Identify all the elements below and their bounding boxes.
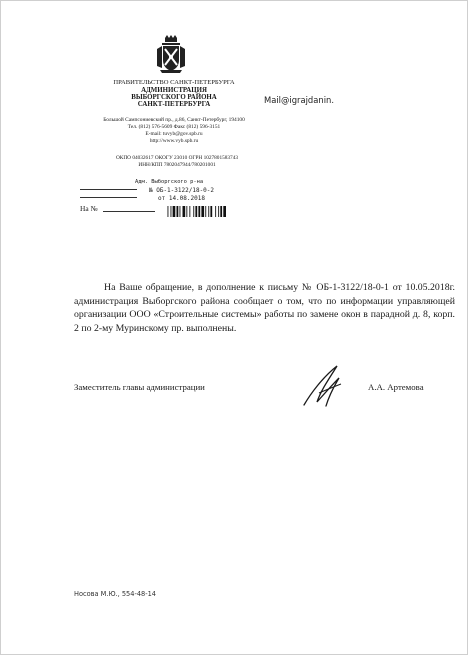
- barcode: [167, 206, 246, 217]
- tax-codes: ИНН/КПП 7802047944/780201001: [138, 162, 216, 168]
- website-line: http://www.vyb.spb.ru: [149, 138, 199, 144]
- administration-title: АДМИНИСТРАЦИЯ: [141, 87, 207, 94]
- email-line: E-mail: tuvyb@gov.spb.ru: [145, 131, 203, 137]
- address-line: Большой Сампсониевский пр., д.86, Санкт-Петербург, 194100: [103, 117, 245, 123]
- registry-codes: ОКПО 04032617 ОКОГУ 23010 ОГРН 1027801583743: [115, 155, 238, 161]
- district-title: ВЫБОРГСКОГО РАЙОНА: [131, 94, 217, 101]
- executor-contact: Носова М.Ю., 554-48-14: [74, 590, 156, 598]
- letter-body: На Ваше обращение, в дополнение к письму № ОБ-1-3122/18-0-1 от 10.05.2018г. администрация Выборгского района сообщает о том, что по информации управляющей организации ООО «Строительные системы» работы по замене окон в парадной д. 8, корп. 2 по 2-му Муринскому пр. выполнены.: [74, 282, 455, 335]
- registration-stamp-dept: Адм. Выборгского р-на: [135, 179, 204, 185]
- registration-date: от 14.08.2018: [158, 195, 205, 202]
- reference-line: [103, 211, 155, 212]
- city-title: САНКТ-ПЕТЕРБУРГА: [137, 101, 211, 108]
- handwritten-signature: [299, 363, 347, 409]
- phone-fax-line: Тел. (812) 576-5609 Факс (812) 596-3151: [127, 124, 221, 130]
- recipient-address: Mail@igrajdanin.: [264, 95, 334, 105]
- coat-of-arms-icon: [154, 35, 188, 75]
- divider: [80, 197, 137, 198]
- reference-label: На №: [80, 204, 98, 213]
- divider: [80, 189, 137, 190]
- registration-number: № ОБ-1-3122/18-0-2: [149, 187, 215, 194]
- government-title: ПРАВИТЕЛЬСТВО САНКТ-ПЕТЕРБУРГА: [113, 79, 235, 86]
- signer-name: А.А. Артемова: [368, 382, 424, 392]
- signer-role: Заместитель главы администрации: [74, 382, 205, 392]
